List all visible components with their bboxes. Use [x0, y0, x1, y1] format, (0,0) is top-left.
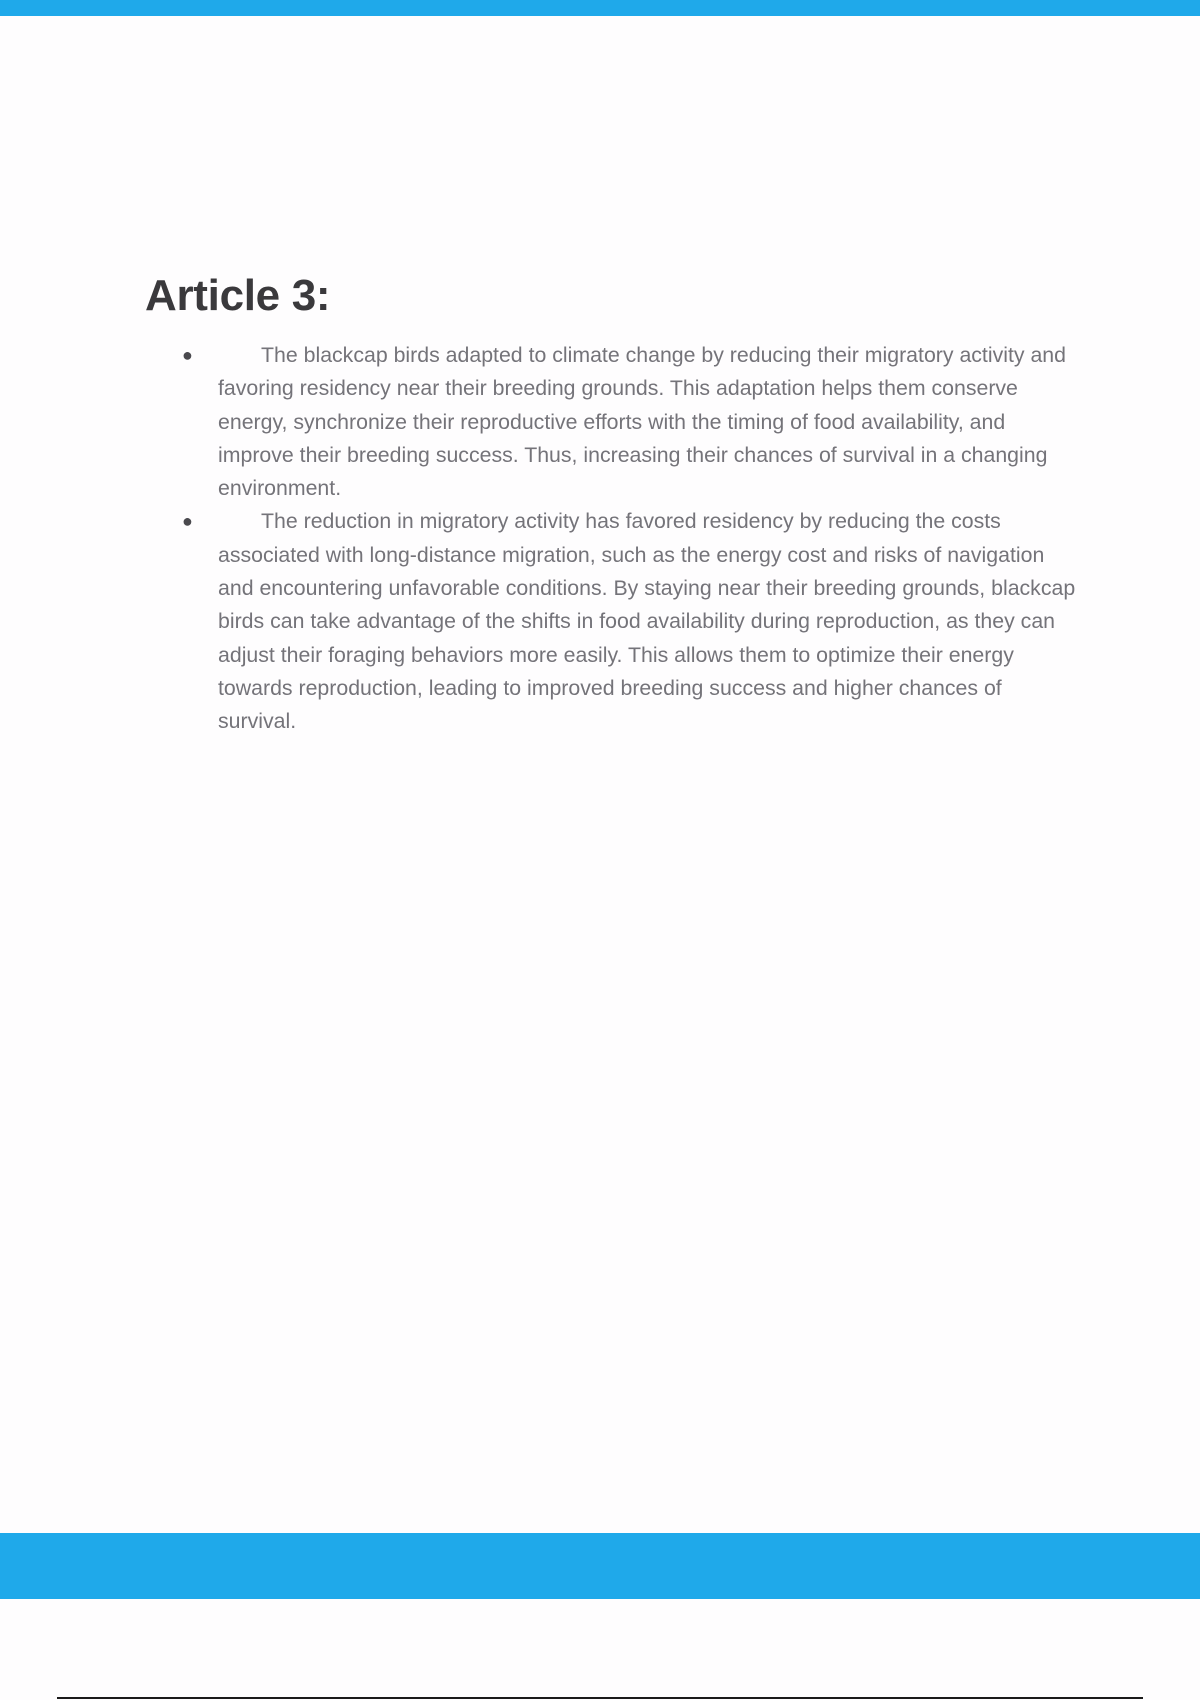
article-points-list	[145, 339, 1085, 739]
list-item-text: The blackcap birds adapted to climate change by reducing their migratory activity and favoring residency near their breeding grounds. This adaptation helps them conserve energy, synchronize their reproductive efforts with the timing of food availability, and improve their breeding success. Thus, increasing their chances of survival in a changing environment.	[218, 343, 1066, 501]
footer-divider	[57, 1697, 1143, 1699]
article-content	[145, 268, 1085, 739]
top-accent-bar	[0, 0, 1200, 16]
bullet-icon: ●	[182, 345, 193, 365]
list-item	[145, 505, 1085, 738]
bottom-accent-bar	[0, 1533, 1200, 1599]
list-item	[145, 339, 1085, 505]
article-title: Article 3:	[145, 271, 331, 320]
bullet-icon: ●	[182, 511, 193, 532]
list-item-text: The reduction in migratory activity has favored residency by reducing the costs associated with long-distance migration, such as the energy cost and risks of navigation and encountering unfavorable conditions. By staying near their breeding grounds, blackcap birds can take advantage of the shifts in food availability during reproduction, as they can adjust their foraging behaviors more easily. This allows them to optimize their energy towards reproduction, leading to improved breeding success and higher chances of survival.	[218, 509, 1076, 734]
